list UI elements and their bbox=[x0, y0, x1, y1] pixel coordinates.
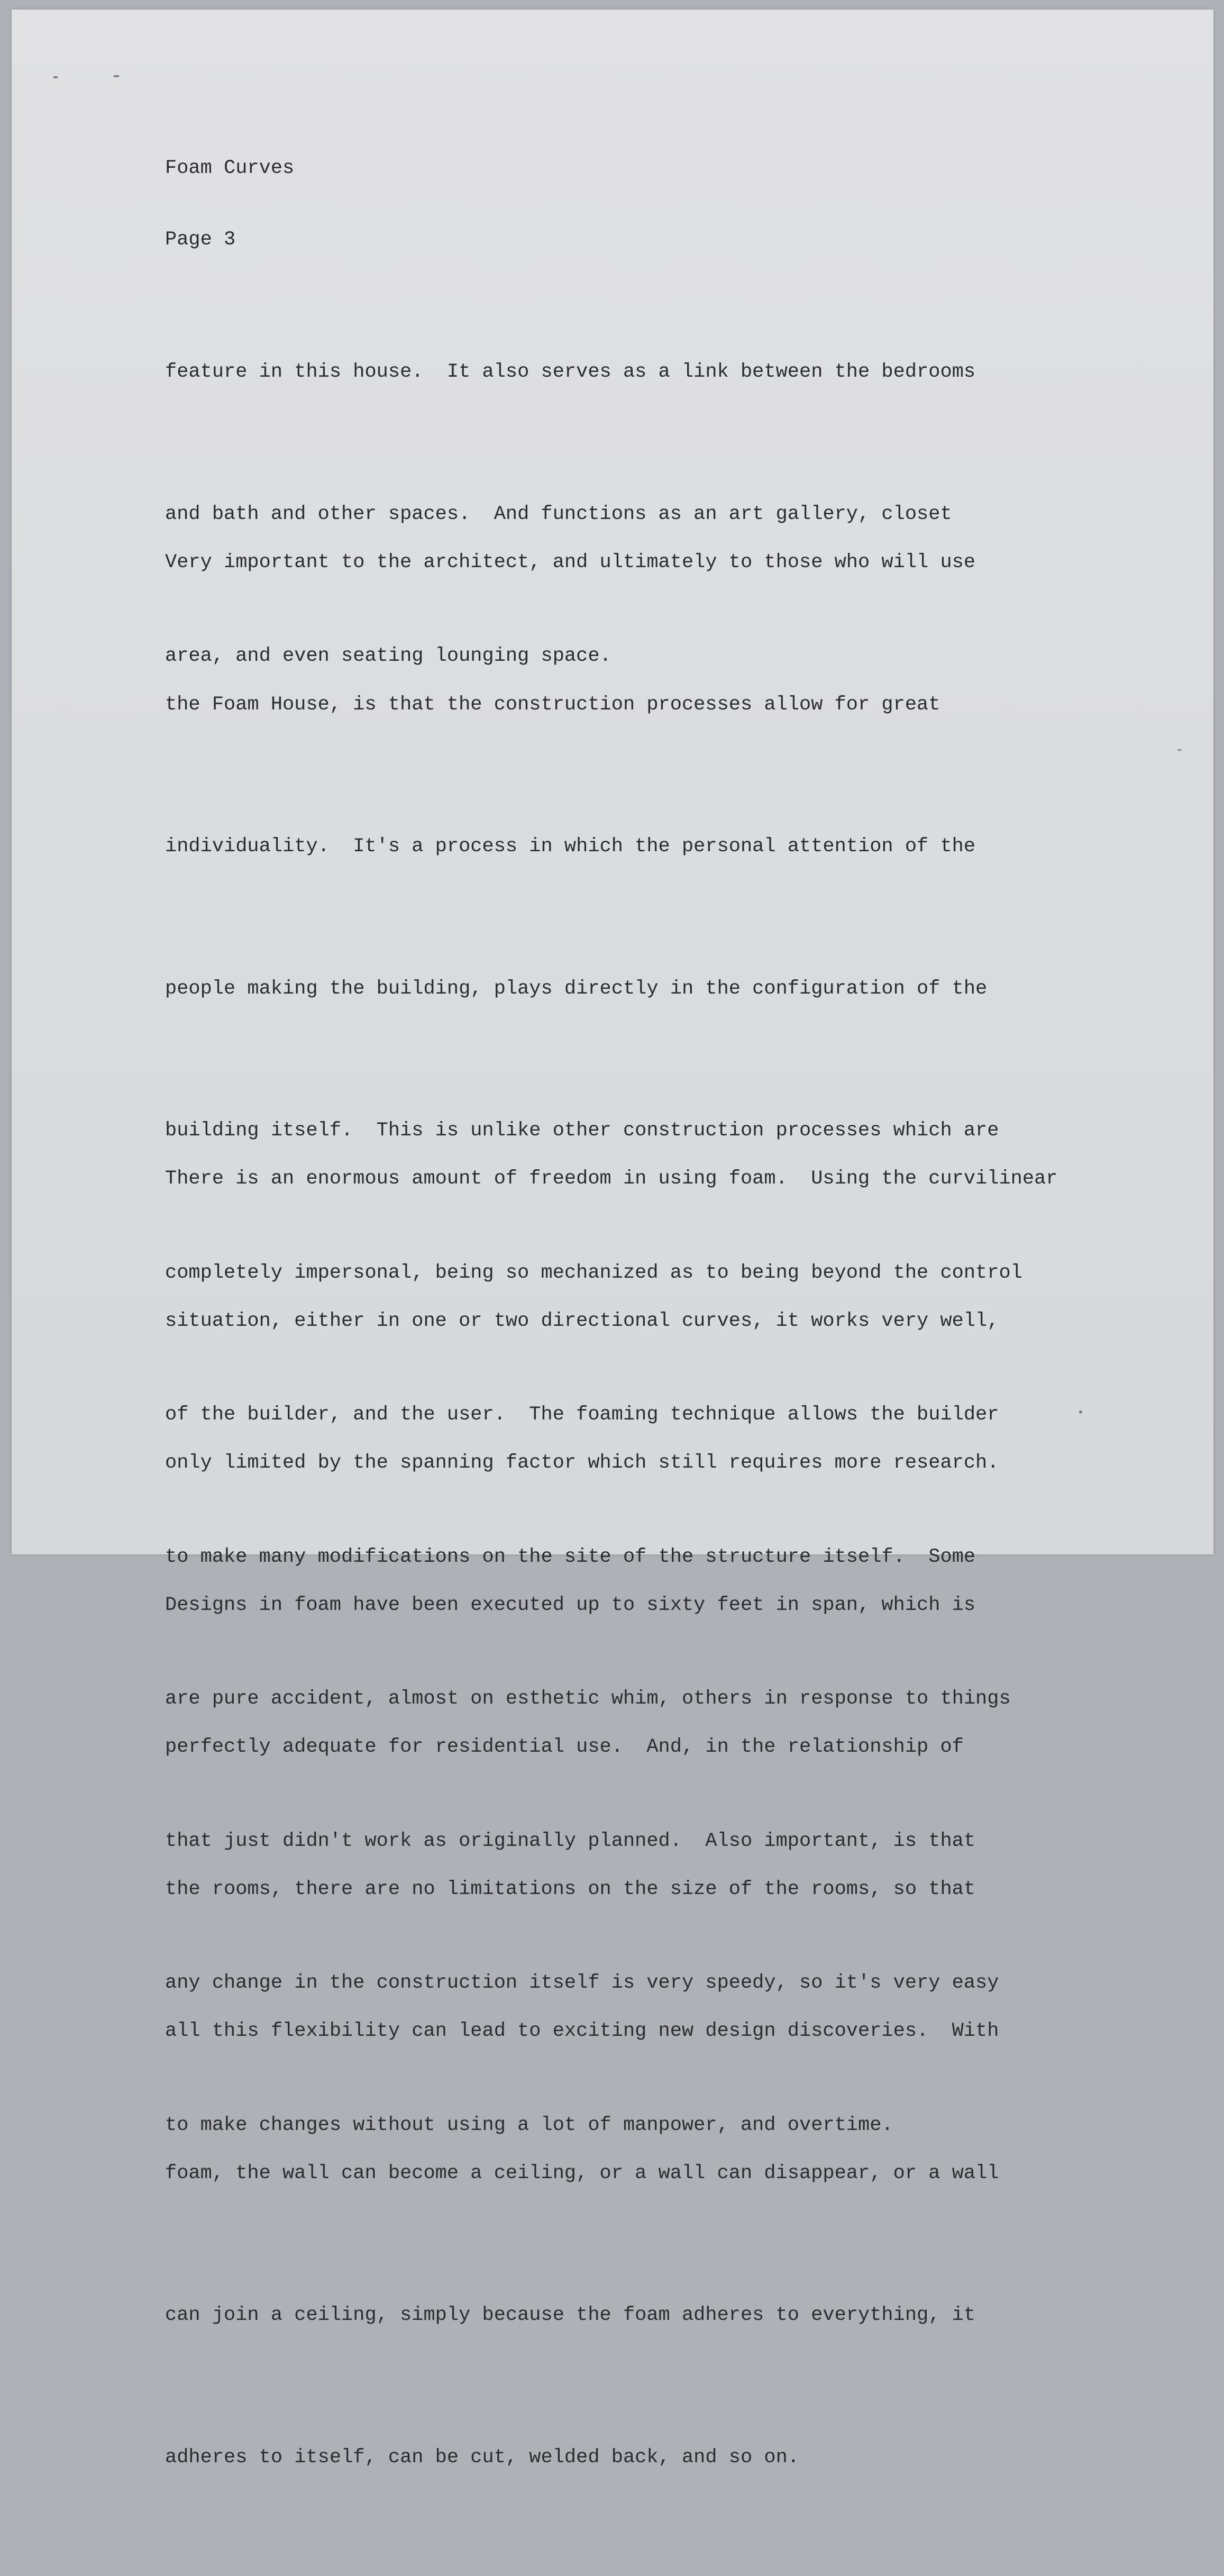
paper-speck bbox=[53, 76, 58, 78]
text-line: of the builder, and the user. The foaming technique allows the builder bbox=[165, 1404, 999, 1426]
text-line: situation, either in one or two directional curves, it works very well, bbox=[165, 1309, 999, 1332]
text-line: foam, the wall can become a ceiling, or a wall can disappear, or a wall bbox=[165, 2162, 999, 2184]
paper-speck bbox=[1177, 749, 1182, 751]
document-title: Foam Curves bbox=[165, 157, 295, 179]
page-number: Page 3 bbox=[165, 229, 236, 251]
text-line: Designs in foam have been executed up to sixty feet in span, which is bbox=[165, 1594, 976, 1616]
text-line: all this flexibility can lead to exciting new design discoveries. With bbox=[165, 2020, 999, 2042]
text-line: area, and even seating lounging space. bbox=[165, 645, 611, 667]
text-line: and bath and other spaces. And functions as an art gallery, closet bbox=[165, 503, 952, 525]
text-line: to make changes without using a lot of manpower, and overtime. bbox=[165, 2114, 893, 2136]
text-line: the rooms, there are no limitations on the size of the rooms, so that bbox=[165, 1878, 976, 1900]
text-line: building itself. This is unlike other construction processes which are bbox=[165, 1119, 999, 1142]
paper-speck bbox=[113, 75, 120, 77]
text-line: to make many modifications on the site of the structure itself. Some bbox=[165, 1545, 976, 1568]
text-line: There is an enormous amount of freedom in using foam. Using the curvilinear bbox=[165, 1168, 1058, 1190]
text-line: only limited by the spanning factor which still requires more research. bbox=[165, 1452, 999, 1474]
text-line: are pure accident, almost on esthetic whim, others in response to things bbox=[165, 1688, 1011, 1710]
text-line: completely impersonal, being so mechanized as to being beyond the control bbox=[165, 1261, 1022, 1284]
text-line: people making the building, plays directly in the configuration of the bbox=[165, 977, 988, 1000]
text-line: Very important to the architect, and ultimately to those who will use bbox=[165, 551, 976, 574]
text-line: any change in the construction itself is very speedy, so it's very easy bbox=[165, 1972, 999, 1994]
text-line: individuality. It's a process in which the personal attention of the bbox=[165, 835, 976, 858]
text-line: can join a ceiling, simply because the foam adheres to everything, it bbox=[165, 2304, 976, 2326]
text-line: perfectly adequate for residential use. And, in the relationship of bbox=[165, 1736, 964, 1758]
text-line: adheres to itself, can be cut, welded back, and so on. bbox=[165, 2446, 799, 2469]
text-line: the Foam House, is that the construction processes allow for great bbox=[165, 693, 940, 716]
text-line: that just didn't work as originally planned. Also important, is that bbox=[165, 1829, 976, 1852]
paragraph-3 bbox=[165, 1061, 1057, 2576]
text-line: feature in this house. It also serves as a link between the bedrooms bbox=[165, 361, 976, 383]
typewritten-page bbox=[12, 10, 1213, 2469]
paper-speck bbox=[1079, 1410, 1082, 1414]
